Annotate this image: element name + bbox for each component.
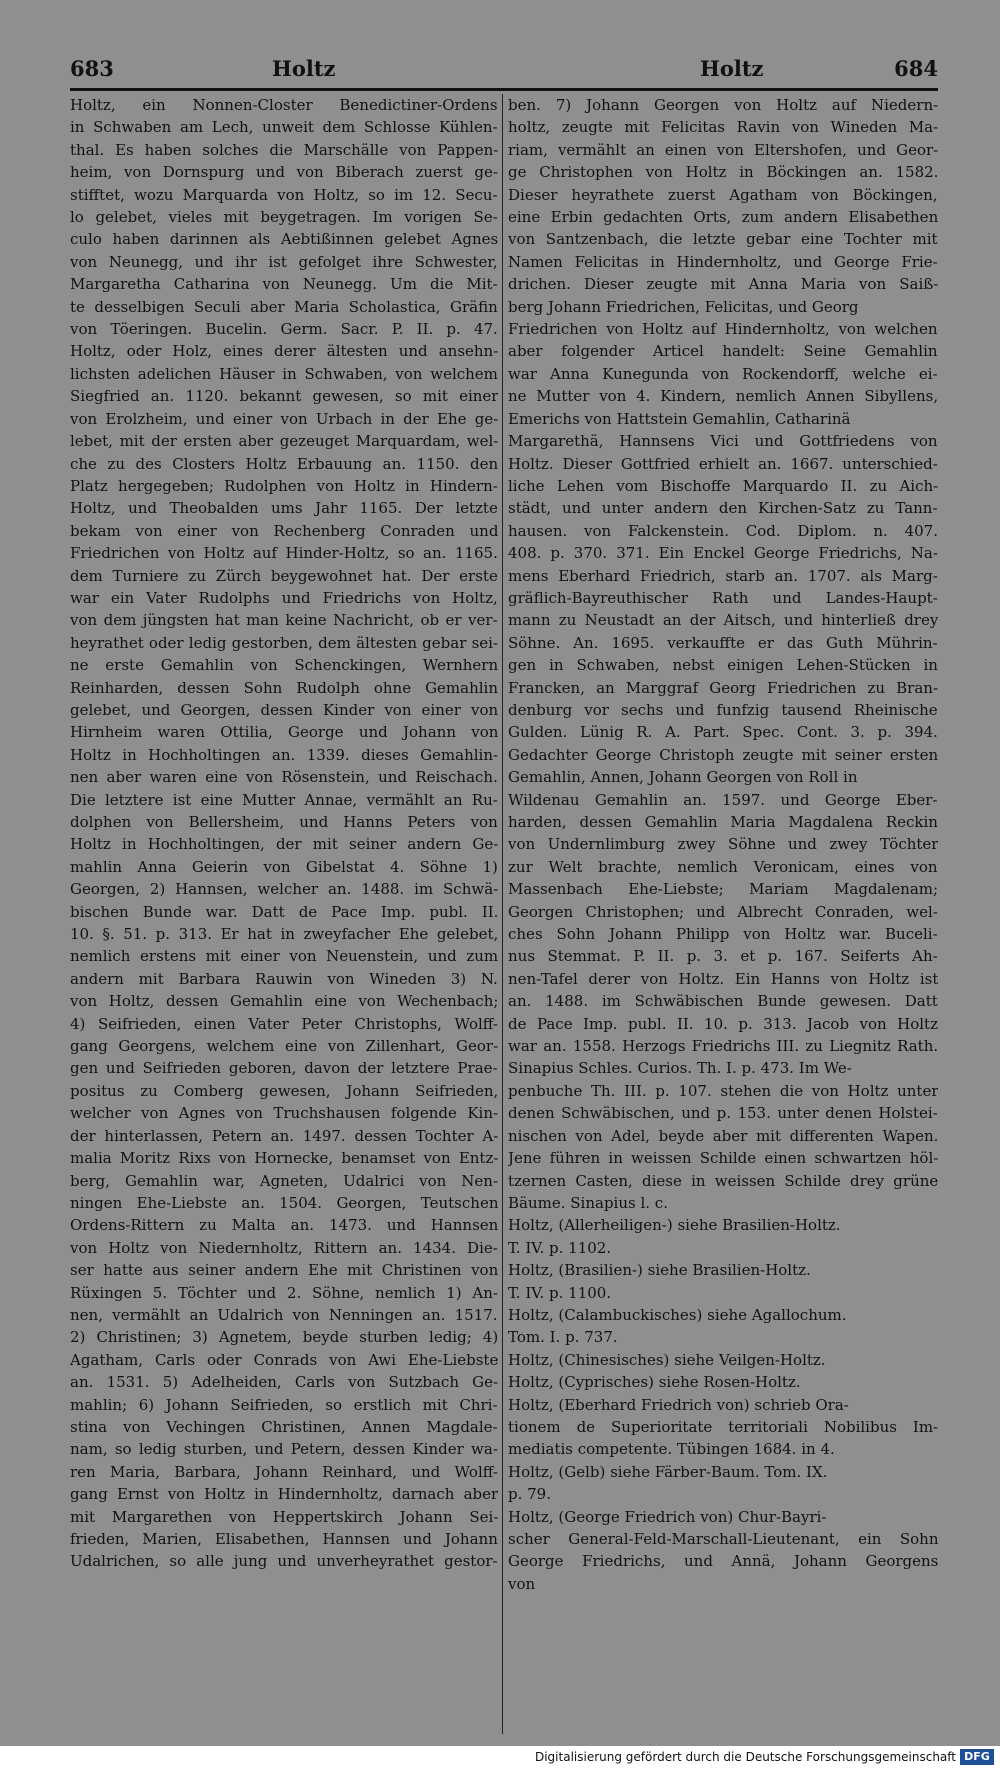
text-line: Francken, an Marggraf Georg Friedrichen zu Bran- — [508, 678, 938, 697]
right-column — [508, 94, 938, 1734]
text-line: nus Stemmat. P. II. p. 3. et p. 167. Seiferts Ah- — [508, 947, 938, 966]
text-line: gen und Seifrieden geboren, davon der letztere Prae- — [70, 1059, 498, 1078]
text-line: Georgen, 2) Hannsen, welcher an. 1488. im Schwä- — [70, 880, 498, 899]
text-line: lichsten adelichen Häuser in Schwaben, von welchem — [70, 364, 498, 383]
text-line: Holtz, (Gelb) siehe Färber-Baum. Tom. IX. — [508, 1462, 828, 1481]
text-line: malia Moritz Rixs von Hornecke, benamset von Entz- — [70, 1149, 498, 1168]
headword-right: Holtz — [700, 56, 764, 81]
text-line: an. 1531. 5) Adelheiden, Carls von Sutzbach Ge- — [70, 1373, 498, 1392]
text-line: war ein Vater Rudolphs und Friedrichs von Holtz, — [70, 588, 498, 607]
text-line: aber folgender Articel handelt: Seine Gemahlin — [508, 342, 938, 361]
text-line: von Erolzheim, und einer von Urbach in der Ehe ge- — [70, 409, 498, 428]
text-line: mahlin Anna Geierin von Gibelstat 4. Söhne 1) — [70, 857, 498, 876]
funding-credit: Digitalisierung gefördert durch die Deutsche Forschungsgemeinschaft — [534, 1750, 956, 1764]
text-line: scher General-Feld-Marschall-Lieutenant, ein Sohn — [508, 1530, 938, 1548]
text-line: Dieser heyrathete zuerst Agatham von Böckingen, — [508, 185, 938, 204]
text-line: lo gelebet, vieles mit beygetragen. Im vorigen Se- — [70, 208, 498, 227]
text-line: von Neunegg, und ihr ist gefolget ihre Schwester, — [70, 252, 498, 271]
text-line: Friedrichen von Holtz auf Hinder-Holtz, so an. 1165. — [70, 544, 498, 563]
text-line: p. 79. — [508, 1485, 551, 1504]
text-line: war an. 1558. Herzogs Friedrichs III. zu Liegnitz Rath. — [508, 1037, 938, 1056]
text-line: dolphen von Bellersheim, und Hanns Peters von — [70, 813, 498, 831]
text-line: nam, so ledig sturben, und Petern, dessen Kinder wa- — [70, 1440, 498, 1459]
text-line: Holtz, oder Holz, eines derer ältesten und ansehn- — [70, 342, 498, 361]
text-line: Die letztere ist eine Mutter Annae, vermählt an Ru- — [70, 790, 498, 809]
text-line: de Pace Imp. publ. II. 10. p. 313. Jacob von Holtz — [508, 1014, 938, 1033]
text-line: Massenbach Ehe-Liebste; Mariam Magdalenam; — [508, 880, 938, 899]
text-line: nischen von Adel, beyde aber mit differenten Wapen. — [508, 1126, 938, 1145]
text-line: te desselbigen Seculi aber Maria Scholastica, Gräfin — [70, 297, 498, 316]
text-line: von Holtz von Niedernholtz, Rittern an. 1434. Die- — [70, 1238, 498, 1257]
text-line: städt, und unter andern den Kirchen-Satz zu Tann- — [508, 499, 938, 518]
text-line: Holtz, (Chinesisches) siehe Veilgen-Holtz. — [508, 1350, 826, 1369]
text-line: ren Maria, Barbara, Johann Reinhard, und Wolff- — [70, 1462, 498, 1481]
text-line: heim, von Dornspurg und von Biberach zuerst ge- — [70, 163, 498, 182]
text-line: culo haben darinnen als Aebtißinnen gelebet Agnes — [70, 230, 498, 249]
left-column — [70, 94, 498, 1734]
page-number-left: 683 — [70, 56, 114, 81]
text-line: Georgen Christophen; und Albrecht Conraden, wel- — [508, 902, 938, 921]
text-line: gelebet, und Georgen, dessen Kinder von einer von — [70, 700, 498, 719]
text-line: von Undernlimburg zwey Söhne und zwey Töchter — [508, 835, 938, 854]
text-line: thal. Es haben solches die Marschälle von Pappen- — [70, 140, 498, 159]
text-line: stifftet, wozu Marquarda von Holtz, so im 12. Secu- — [70, 185, 498, 204]
text-line: in Schwaben am Lech, unweit dem Schlosse Kühlen- — [70, 118, 498, 137]
text-line: ne erste Gemahlin von Schenckingen, Wernhern — [70, 656, 498, 675]
text-line: nen-Tafel derer von Holtz. Ein Hanns von Holtz ist — [508, 969, 938, 988]
text-line: hausen. von Falckenstein. Cod. Diplom. n. 407. — [508, 521, 938, 540]
text-line: Sinapius Schles. Curios. Th. I. p. 473. Im We- — [508, 1059, 852, 1078]
text-line: ningen Ehe-Liebste an. 1504. Georgen, Teutschen — [70, 1193, 498, 1212]
text-line: Holtz, (Calambuckisches) siehe Agallochum. — [508, 1305, 847, 1324]
text-line: ches Sohn Johann Philipp von Holtz war. Buceli- — [508, 925, 938, 944]
text-line: berg, Gemahlin war, Agneten, Udalrici von Nen- — [70, 1171, 498, 1190]
text-line: 2) Christinen; 3) Agnetem, beyde sturben ledig; 4) — [70, 1328, 498, 1347]
text-line: von Holtz, dessen Gemahlin eine von Wechenbach; — [70, 992, 498, 1011]
text-line: Holtz, (Cyprisches) siehe Rosen-Holtz. — [508, 1373, 801, 1392]
text-line: gang Georgens, welchem eine von Zillenhart, Geor- — [70, 1037, 498, 1056]
text-line: der hinterlassen, Petern an. 1497. dessen Tochter A- — [70, 1126, 498, 1145]
text-line: Holtz, (Eberhard Friedrich von) schrieb Ora- — [508, 1395, 849, 1414]
text-line: eine Erbin gedachten Orts, zum andern Elisabethen — [508, 208, 938, 227]
text-line: an. 1488. im Schwäbischen Bunde gewesen. Datt — [508, 992, 938, 1011]
text-line: Rüxingen 5. Töchter und 2. Söhne, nemlich 1) An- — [70, 1283, 498, 1302]
text-line: bekam von einer von Rechenberg Conraden und — [70, 521, 498, 540]
text-line: harden, dessen Gemahlin Maria Magdalena Reckin — [508, 813, 938, 831]
text-line: nemlich erstens mit einer von Neuenstein, und zum — [70, 947, 498, 966]
text-line: T. IV. p. 1102. — [508, 1238, 612, 1257]
text-line: Gedachter George Christoph zeugte mit seiner ersten — [508, 745, 938, 764]
text-line: 10. §. 51. p. 313. Er hat in zweyfacher Ehe gelebet, — [70, 925, 498, 944]
text-line: mann zu Neustadt an der Aitsch, und hinterließ drey — [508, 611, 938, 630]
text-line: Reinharden, dessen Sohn Rudolph ohne Gemahlin — [70, 678, 498, 697]
text-line: Holtz, (Allerheiligen-) siehe Brasilien-Holtz. — [508, 1216, 841, 1235]
text-line: gen in Schwaben, nebst einigen Lehen-Stücken in — [508, 656, 938, 675]
text-line: George Friedrichs, und Annä, Johann Georgens — [508, 1552, 938, 1571]
text-line: von Santzenbach, die letzte gebar eine Tochter mit — [508, 230, 938, 249]
text-line: Jene führen in weissen Schilde einen schwartzen höl- — [508, 1149, 938, 1168]
text-line: drichen. Dieser zeugte mit Anna Maria von Saiß- — [508, 275, 938, 294]
text-line: stina von Vechingen Christinen, Annen Magdale- — [70, 1417, 498, 1436]
column-divider — [502, 94, 503, 1734]
text-line: liche Lehen vom Bischoffe Marquardo II. zu Aich- — [508, 476, 938, 495]
text-line: 4) Seifrieden, einen Vater Peter Christophs, Wolff- — [70, 1014, 498, 1033]
text-line: Holtz in Hochholtingen, der mit seiner andern Ge- — [70, 835, 498, 854]
header-rule — [70, 88, 938, 91]
text-line: Emerichs von Hattstein Gemahlin, Catharinä — [508, 409, 851, 428]
text-line: zur Welt brachte, nemlich Veronicam, eines von — [508, 857, 938, 876]
text-line: Platz hergegeben; Rudolphen von Holtz in Hindern- — [70, 476, 498, 495]
text-line: bischen Bunde war. Datt de Pace Imp. publ. II. — [70, 902, 498, 921]
text-line: 408. p. 370. 371. Ein Enckel George Friedrichs, Na- — [508, 544, 938, 563]
text-line: Holtz in Hochholtingen an. 1339. dieses Gemahlin- — [70, 745, 498, 764]
text-line: Margarethä, Hannsens Vici und Gottfriedens von — [508, 432, 938, 451]
text-line: gräflich-Bayreuthischer Rath und Landes-Haupt- — [508, 588, 938, 607]
text-line: Ordens-Rittern zu Malta an. 1473. und Hannsen — [70, 1216, 498, 1235]
text-line: war Anna Kunegunda von Rockendorff, welche ei- — [508, 364, 938, 383]
text-line: holtz, zeugte mit Felicitas Ravin von Wineden Ma- — [508, 118, 938, 137]
text-line: Holtz, (George Friedrich von) Chur-Bayri- — [508, 1507, 827, 1526]
text-line: Holtz, (Brasilien-) siehe Brasilien-Holtz. — [508, 1261, 811, 1280]
text-line: Udalrichen, so alle jung und unverheyrathet gestor- — [70, 1552, 498, 1571]
text-line: Wildenau Gemahlin an. 1597. und George Eber- — [508, 790, 938, 809]
text-line: gang Ernst von Holtz in Hindernholtz, darnach aber — [70, 1485, 498, 1504]
headword-left: Holtz — [272, 56, 336, 81]
footer-bar — [0, 1746, 1000, 1768]
text-line: positus zu Comberg gewesen, Johann Seifrieden, — [70, 1081, 498, 1100]
text-line: Bäume. Sinapius l. c. — [508, 1193, 668, 1212]
running-header — [70, 52, 938, 86]
text-line: nen aber waren eine von Rösenstein, und Reischach. — [70, 768, 498, 787]
text-line: riam, vermählt an einen von Eltershofen, und Geor- — [508, 140, 938, 159]
dfg-logo: DFG — [960, 1749, 994, 1765]
text-line: Friedrichen von Holtz auf Hindernholtz, von welchen — [508, 320, 938, 339]
text-line: Gemahlin, Annen, Johann Georgen von Roll in — [508, 768, 858, 787]
text-line: Söhne. An. 1695. verkauffte er das Guth Mührin- — [508, 633, 938, 652]
page-number-right: 684 — [894, 56, 938, 81]
text-line: Holtz. Dieser Gottfried erhielt an. 1667. unterschied- — [508, 454, 938, 473]
text-line: andern mit Barbara Rauwin von Wineden 3) N. — [70, 969, 498, 988]
text-line: tionem de Superioritate territoriali Nobilibus Im- — [508, 1417, 938, 1436]
text-line: ser hatte aus seiner andern Ehe mit Christinen von — [70, 1261, 498, 1280]
text-line: welcher von Agnes von Truchshausen folgende Kin- — [70, 1104, 498, 1123]
text-line: mens Eberhard Friedrich, starb an. 1707. als Marg- — [508, 566, 938, 585]
text-line: Gulden. Lünig R. A. Part. Spec. Cont. 3. p. 394. — [508, 723, 938, 742]
text-line: che zu des Closters Holtz Erbauung an. 1150. den — [70, 454, 498, 473]
text-line: dem Turniere zu Zürch beygewohnet hat. Der erste — [70, 566, 498, 585]
text-line: ge Christophen von Holtz in Böckingen an. 1582. — [508, 163, 938, 182]
text-line: von dem jüngsten hat man keine Nachricht, ob er ver- — [70, 611, 498, 630]
text-line: Holtz, und Theobalden ums Jahr 1165. Der letzte — [70, 499, 498, 518]
text-line: Holtz, ein Nonnen-Closter Benedictiner-Ordens — [70, 96, 498, 114]
text-line: Tom. I. p. 737. — [508, 1328, 618, 1347]
text-line: frieden, Marien, Elisabethen, Hannsen und Johann — [70, 1530, 498, 1548]
text-line: von Töeringen. Bucelin. Germ. Sacr. P. II. p. 47. — [70, 320, 498, 339]
text-line: Margaretha Catharina von Neunegg. Um die Mit- — [70, 275, 498, 294]
text-line: nen, vermählt an Udalrich von Nenningen an. 1517. — [70, 1305, 498, 1324]
text-line: T. IV. p. 1100. — [508, 1283, 612, 1302]
text-line: heyrathet oder ledig gestorben, dem ältesten gebar sei- — [70, 633, 498, 652]
text-line: von — [508, 1574, 536, 1593]
text-line: lebet, mit der ersten aber gezeuget Marquardam, wel- — [70, 432, 498, 451]
text-line: ne Mutter von 4. Kindern, nemlich Annen Sibyllens, — [508, 387, 938, 406]
text-line: Siegfried an. 1120. bekannt gewesen, so mit einer — [70, 387, 498, 406]
text-line: mit Margarethen von Heppertskirch Johann Sei- — [70, 1507, 498, 1526]
text-line: tzernen Casten, diese in weissen Schilde drey grüne — [508, 1171, 938, 1190]
text-line: Agatham, Carls oder Conrads von Awi Ehe-Liebste — [70, 1350, 498, 1369]
text-line: mahlin; 6) Johann Seifrieden, so erstlich mit Chri- — [70, 1395, 498, 1414]
text-line: Hirnheim waren Ottilia, George und Johann von — [70, 723, 498, 742]
text-line: ben. 7) Johann Georgen von Holtz auf Niedern- — [508, 96, 938, 114]
text-line: mediatis competente. Tübingen 1684. in 4. — [508, 1440, 835, 1459]
text-line: penbuche Th. III. p. 107. stehen die von Holtz unter — [508, 1081, 938, 1100]
text-line: berg Johann Friedrichen, Felicitas, und Georg — [508, 297, 859, 316]
text-line: denburg vor sechs und funfzig tausend Rheinische — [508, 700, 938, 719]
text-line: denen Schwäbischen, und p. 153. unter denen Holstei- — [508, 1104, 938, 1123]
text-line: Namen Felicitas in Hindernholtz, und George Frie- — [508, 252, 938, 271]
